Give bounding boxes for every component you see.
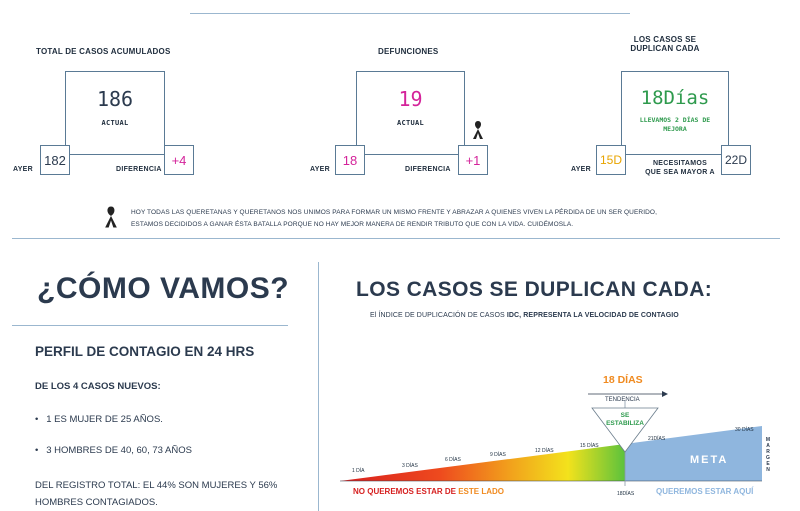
doubling-yesterday-box <box>596 145 626 175</box>
cases-yesterday-box <box>40 145 70 175</box>
deaths-diff-label: DIFERENCIA <box>405 166 451 173</box>
deaths-current-box <box>356 71 465 155</box>
stabilize-line2: ESTABILIZA <box>606 420 644 427</box>
column-divider <box>318 262 319 511</box>
current-tick-label: 18DÍAS <box>617 491 635 497</box>
doubling-title <box>600 35 730 53</box>
registry-line2: HOMBRES CONTAGIADOS. <box>35 497 158 508</box>
doubling-need-line2: QUE SEA MAYOR A <box>645 169 715 176</box>
doubling-current-box <box>621 71 729 155</box>
bullet-text: 1 ES MUJER DE 25 AÑOS. <box>46 414 163 425</box>
tick-label: 9 DÍAS <box>490 452 506 458</box>
deaths-yesterday-label: AYER <box>310 166 331 173</box>
stabilize-line1: SE <box>620 412 630 419</box>
left-caption-orange: ESTE LADO <box>458 487 504 496</box>
left-caption <box>353 487 504 496</box>
doubling-note <box>622 116 728 134</box>
right-heading: LOS CASOS SE DUPLICAN CADA: <box>356 278 713 301</box>
doubling-need <box>640 159 720 177</box>
trend-arrow <box>662 391 668 397</box>
right-description <box>370 312 679 319</box>
stabilize-label <box>600 412 650 428</box>
right-caption: QUEREMOS ESTAR AQUÍ <box>656 487 754 496</box>
doubling-target-value: 22D <box>724 153 747 167</box>
cases-current-box <box>65 71 165 155</box>
ribbon-icon <box>104 204 118 230</box>
doubling-title-line1: LOS CASOS SE <box>633 35 697 44</box>
deaths-yesterday-box <box>335 145 365 175</box>
tick-label: 1 DÍA <box>352 468 365 474</box>
tick-label: 3 DÍAS <box>402 463 418 469</box>
tick-label: 15 DÍAS <box>580 443 599 449</box>
doubling-yesterday-value: 15D <box>599 153 622 167</box>
trend-label: TENDENCIA <box>605 397 640 403</box>
new-cases-label: DE LOS 4 CASOS NUEVOS: <box>35 381 161 392</box>
doubling-target-box <box>721 145 751 175</box>
cases-diff-box <box>164 145 194 175</box>
bullet-item: • 1 ES MUJER DE 25 AÑOS. <box>35 414 163 425</box>
deaths-diff-box <box>458 145 488 175</box>
left-heading: ¿CÓMO VAMOS? <box>37 272 290 305</box>
current-days: 18 DÍAS <box>603 374 643 386</box>
gauge-heat-area <box>340 444 625 481</box>
cases-title: TOTAL DE CASOS ACUMULADOS <box>36 47 171 56</box>
cases-yesterday-value: 182 <box>44 152 66 168</box>
cases-yesterday-label: AYER <box>13 166 34 173</box>
doubling-current-value: 18Días <box>640 87 710 109</box>
condolence-message <box>131 207 657 231</box>
left-caption-red: NO QUEREMOS ESTAR DE <box>353 487 459 496</box>
cases-diff-label: DIFERENCIA <box>116 166 162 173</box>
cases-current-label: ACTUAL <box>101 119 129 127</box>
right-description-bold: IDC, REPRESENTA LA VELOCIDAD DE CONTAGIO <box>506 312 679 319</box>
deaths-yesterday-value: 18 <box>342 152 358 168</box>
tick-label: 6 DÍAS <box>445 457 461 463</box>
tick-label: 21DÍAS <box>648 436 666 442</box>
tick-label: 30 DÍAS <box>735 427 754 433</box>
registry-line1: DEL REGISTRO TOTAL: EL 44% SON MUJERES Y 56% <box>35 480 278 491</box>
cases-diff-value: +4 <box>171 152 187 168</box>
ribbon-icon <box>472 120 484 140</box>
bullet-text: 3 HOMBRES DE 40, 60, 73 AÑOS <box>46 445 192 456</box>
left-heading-underline <box>12 325 288 326</box>
doubling-note-line2: MEJORA <box>663 125 687 133</box>
registry-text <box>35 477 277 511</box>
cases-current-value: 186 <box>96 87 134 111</box>
doubling-note-line1: LLEVAMOS 2 DÍAS DE <box>639 116 711 124</box>
condolence-line2: ESTAMOS DECIDIDOS A GANAR ÉSTA BATALLA PORQUE NO HAY MEJOR MANERA DE RENDIR TRIBUTO QUE CON LA VIDA. CUIDÉMOSLA. <box>131 221 574 228</box>
left-subheading: PERFIL DE CONTAGIO EN 24 HRS <box>35 344 255 359</box>
margin-label: M A R G E N <box>765 437 771 473</box>
bullet-item: • 3 HOMBRES DE 40, 60, 73 AÑOS <box>35 445 192 456</box>
deaths-title: DEFUNCIONES <box>378 47 439 56</box>
deaths-current-value: 19 <box>398 87 423 111</box>
doubling-need-line1: NECESITAMOS <box>652 160 708 167</box>
condolence-line1: HOY TODAS LAS QUERETANAS Y QUERETANOS NOS UNIMOS PARA FORMAR UN MISMO FRENTE Y ABRAZAR A QUIENES VIVEN LA PÉRDIDA DE UN SER QUERIDO, <box>131 209 657 216</box>
deaths-current-label: ACTUAL <box>396 119 425 127</box>
tick-label: 12 DÍAS <box>535 448 554 454</box>
doubling-title-line2: DUPLICAN CADA <box>630 44 700 53</box>
doubling-yesterday-label: AYER <box>571 166 592 173</box>
top-divider <box>190 13 630 14</box>
section-divider <box>12 238 780 239</box>
deaths-diff-value: +1 <box>465 152 481 168</box>
goal-label: META <box>690 454 729 466</box>
right-description-plain: El ÍNDICE DE DUPLICACIÓN DE CASOS <box>370 312 507 319</box>
